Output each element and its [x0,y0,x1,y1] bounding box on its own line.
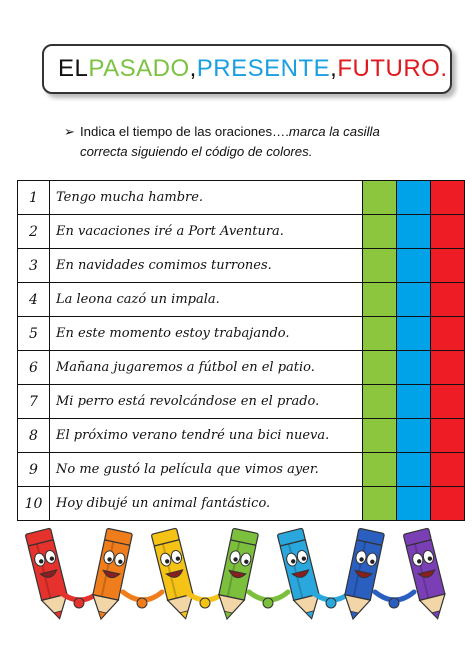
checkbox-pasado[interactable] [363,317,397,351]
table-row [18,181,465,215]
checkbox-pasado[interactable] [363,283,397,317]
checkbox-pasado[interactable] [363,453,397,487]
title-presente: PRESENTE [196,55,331,82]
arrow-bullet-icon: ➢ [64,124,75,139]
title-period: . [440,55,448,82]
table-row [18,453,465,487]
title-futuro: FUTURO [337,55,441,82]
checkbox-presente[interactable] [397,453,431,487]
checkbox-pasado[interactable] [363,249,397,283]
row-number: 4 [18,283,50,317]
table-row [18,249,465,283]
checkbox-futuro[interactable] [431,453,465,487]
checkbox-futuro[interactable] [431,351,465,385]
title-el: EL [58,55,89,82]
worksheet-title [42,44,452,94]
row-number: 8 [18,419,50,453]
row-sentence: La leona cazó un impala. [50,283,363,317]
checkbox-futuro[interactable] [431,419,465,453]
checkbox-presente[interactable] [397,215,431,249]
row-sentence: Hoy dibujé un animal fantástico. [50,487,363,521]
title-comma-1: , [189,55,197,82]
row-number: 6 [18,351,50,385]
checkbox-presente[interactable] [397,419,431,453]
checkbox-pasado[interactable] [363,181,397,215]
checkbox-futuro[interactable] [431,385,465,419]
row-number: 7 [18,385,50,419]
row-sentence: En navidades comimos turrones. [50,249,363,283]
table-row [18,487,465,521]
row-number: 5 [18,317,50,351]
checkbox-presente[interactable] [397,181,431,215]
row-sentence: Mi perro está revolcándose en el prado. [50,385,363,419]
table-row [18,283,465,317]
row-number: 9 [18,453,50,487]
checkbox-futuro[interactable] [431,317,465,351]
title-pasado: PASADO [88,55,190,82]
title-comma-2: , [330,55,338,82]
row-number: 2 [18,215,50,249]
table-row [18,419,465,453]
instruction-line-2 [80,142,312,162]
row-sentence: Tengo mucha hambre. [50,181,363,215]
instruction-line-1 [80,122,380,142]
checkbox-pasado[interactable] [363,215,397,249]
row-sentence: El próximo verano tendré una bici nueva. [50,419,363,453]
row-number: 1 [18,181,50,215]
checkbox-futuro[interactable] [431,487,465,521]
cartoon-pencils-holding-hands-icon [22,518,454,636]
instruction-italic-2: correcta siguiendo el código de colores. [80,144,313,159]
table-row [18,215,465,249]
row-number: 3 [18,249,50,283]
checkbox-presente[interactable] [397,249,431,283]
checkbox-pasado[interactable] [363,419,397,453]
row-number: 10 [18,487,50,521]
checkbox-futuro[interactable] [431,249,465,283]
checkbox-presente[interactable] [397,317,431,351]
instruction-normal: Indica el tiempo de las oraciones…. [80,124,289,139]
checkbox-futuro[interactable] [431,215,465,249]
checkbox-pasado[interactable] [363,351,397,385]
checkbox-pasado[interactable] [363,385,397,419]
sentence-table [17,180,465,521]
table-row [18,317,465,351]
row-sentence: En este momento estoy trabajando. [50,317,363,351]
checkbox-futuro[interactable] [431,181,465,215]
row-sentence: Mañana jugaremos a fútbol en el patio. [50,351,363,385]
table-row [18,385,465,419]
checkbox-presente[interactable] [397,385,431,419]
checkbox-presente[interactable] [397,487,431,521]
checkbox-presente[interactable] [397,351,431,385]
checkbox-presente[interactable] [397,283,431,317]
checkbox-futuro[interactable] [431,283,465,317]
row-sentence: No me gustó la película que vimos ayer. [50,453,363,487]
table-row [18,351,465,385]
instruction-italic-1: marca la casilla [288,124,380,139]
row-sentence: En vacaciones iré a Port Aventura. [50,215,363,249]
checkbox-pasado[interactable] [363,487,397,521]
